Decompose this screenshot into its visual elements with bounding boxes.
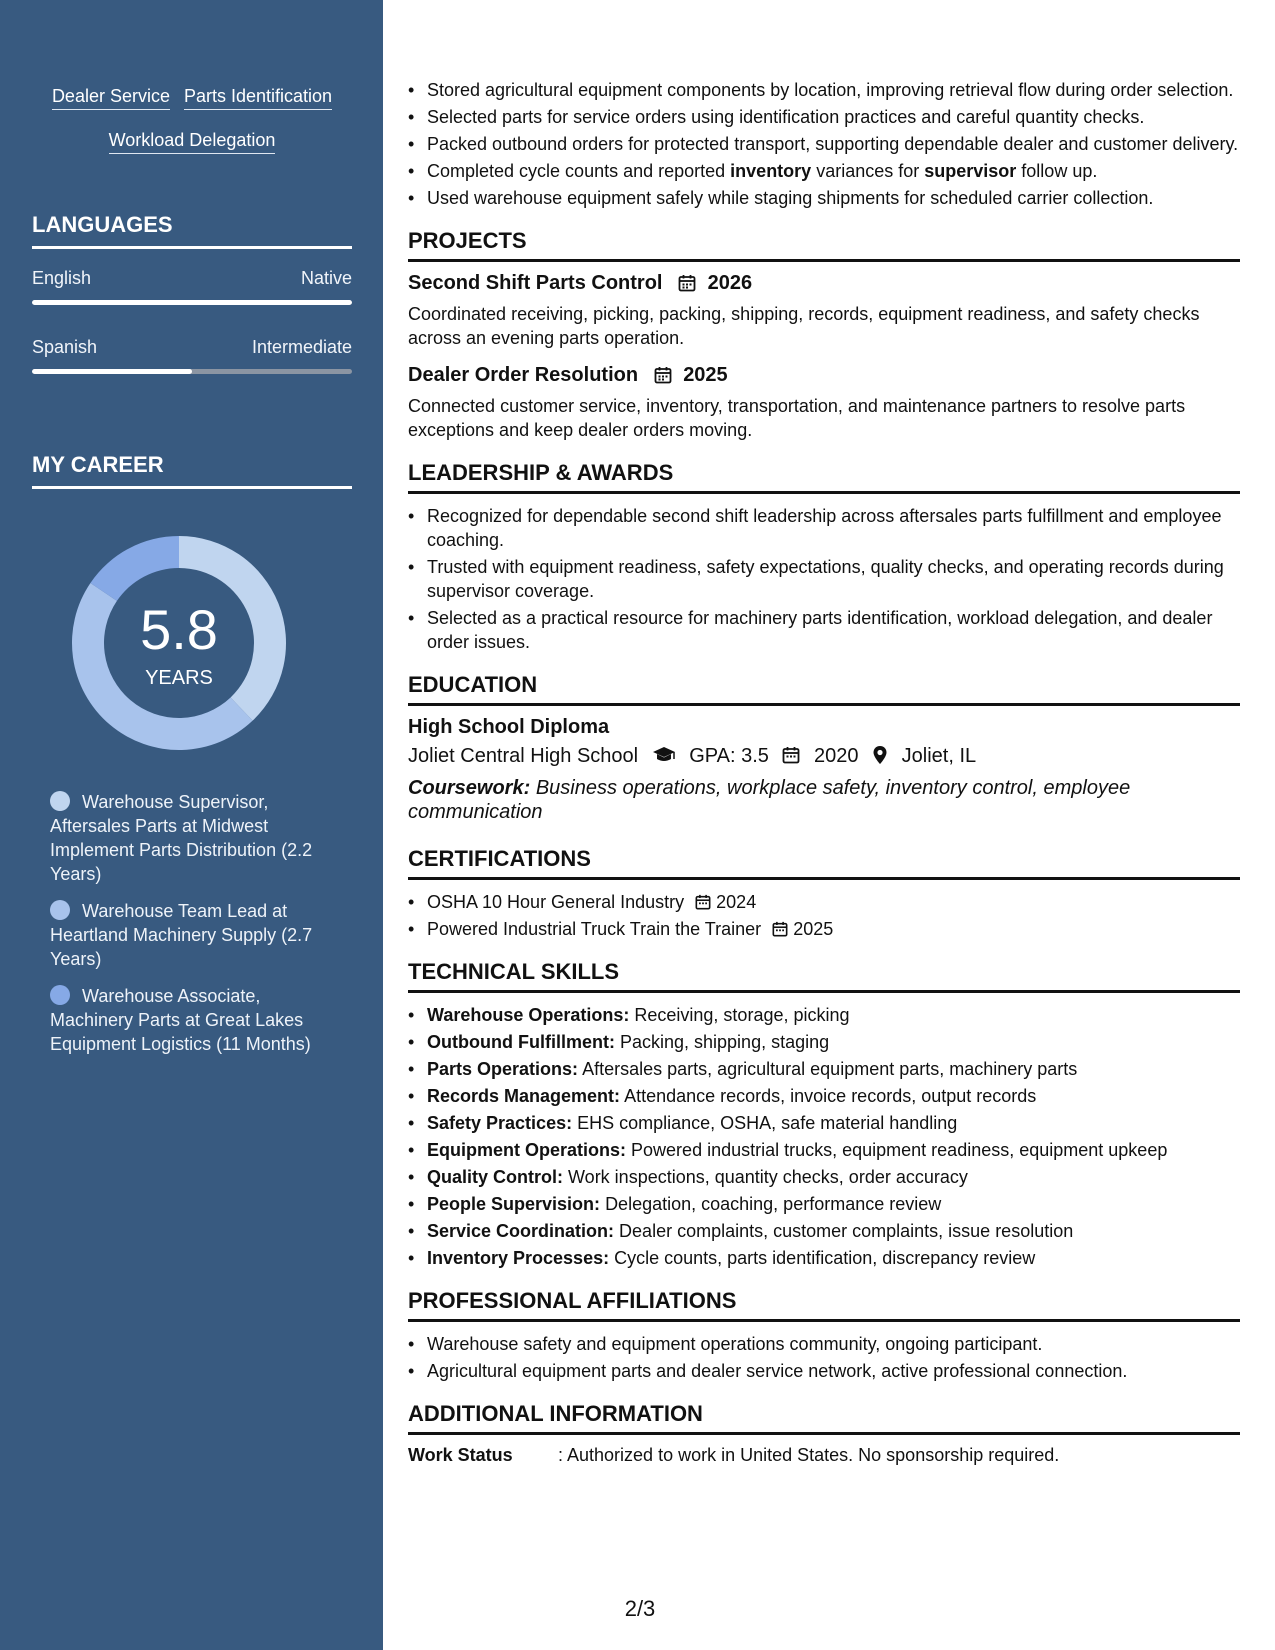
education-gpa: GPA: 3.5 — [689, 745, 769, 767]
technical-skill-value: Attendance records, invoice records, output records — [624, 1086, 1037, 1106]
technical-skill-item — [408, 1138, 1240, 1162]
certifications-list — [408, 890, 1240, 941]
certification-year: 2025 — [793, 919, 834, 939]
career-donut-center — [66, 530, 292, 756]
experience-bullet: • Selected parts for service orders using identification practices and careful quantity checks. — [408, 105, 1240, 129]
technical-skill-value: Work inspections, quantity checks, order accuracy — [568, 1167, 968, 1187]
leadership-heading: LEADERSHIP & AWARDS — [408, 460, 1240, 494]
technical-skill-label: Quality Control: — [427, 1167, 563, 1187]
affiliation-item: • Warehouse safety and equipment operations community, ongoing participant. — [408, 1332, 1240, 1356]
language-bar-spanish — [32, 369, 352, 374]
education-heading: EDUCATION — [408, 672, 1240, 706]
project-description: Coordinated receiving, picking, packing, shipping, records, equipment readiness, and safety checks across an evening parts operation. — [408, 304, 1200, 348]
calendar-icon — [654, 366, 672, 390]
project-name: Dealer Order Resolution — [408, 364, 639, 386]
technical-skill-label: Warehouse Operations: — [427, 1005, 630, 1025]
sidebar — [0, 0, 383, 1650]
technical-skill-item — [408, 1192, 1240, 1216]
technical-skill-item — [408, 1219, 1240, 1243]
leadership-list — [408, 504, 1240, 654]
calendar-icon — [782, 745, 800, 767]
technical-skill-label: Outbound Fulfillment: — [427, 1032, 615, 1052]
technical-skill-value: Powered industrial trucks, equipment readiness, equipment upkeep — [631, 1140, 1168, 1160]
technical-skill-value: EHS compliance, OSHA, safe material handling — [577, 1113, 958, 1133]
affiliation-item: • Agricultural equipment parts and dealer service network, active professional connection. — [408, 1359, 1240, 1383]
certification-item — [408, 890, 1240, 914]
language-level: Intermediate — [251, 337, 352, 357]
language-level: Native — [300, 268, 352, 288]
technical-skill-item — [408, 1057, 1240, 1081]
career-item-text: Warehouse Associate, Machinery Parts at Great Lakes Equipment Logistics (11 Months) — [50, 986, 311, 1054]
career-heading: MY CAREER — [32, 452, 352, 489]
technical-skill-label: Records Management: — [427, 1086, 621, 1106]
career-legend-dot — [50, 900, 70, 920]
career-item — [50, 899, 340, 971]
career-item-text: Warehouse Supervisor, Aftersales Parts at Midwest Implement Parts Distribution (2.2 Years) — [50, 792, 313, 884]
project-title — [408, 364, 1240, 390]
work-status-value: : Authorized to work in United States. No sponsorship required. — [558, 1445, 1060, 1465]
language-row-english — [32, 268, 352, 289]
technical-skill-label: Parts Operations: — [427, 1059, 579, 1079]
education-coursework — [408, 776, 1240, 824]
language-bar-fill — [32, 300, 352, 305]
experience-bullet: • Stored agricultural equipment components by location, improving retrieval flow during order selection. — [408, 78, 1240, 102]
technical-skill-label: Inventory Processes: — [427, 1248, 610, 1268]
project-year: 2025 — [683, 364, 728, 386]
certifications-heading: CERTIFICATIONS — [408, 846, 1240, 880]
language-name: English — [32, 268, 92, 288]
technical-skill-value: Receiving, storage, picking — [634, 1005, 850, 1025]
leadership-item: • Selected as a practical resource for machinery parts identification, workload delegation, and dealer order issues. — [408, 606, 1240, 654]
page-number: 2/3 — [624, 1596, 656, 1621]
technical-skill-item — [408, 1165, 1240, 1189]
calendar-icon — [695, 892, 711, 912]
skill-link-parts-identification[interactable]: Parts Identification — [184, 86, 332, 110]
certification-name: OSHA 10 Hour General Industry — [427, 892, 685, 912]
skill-link-dealer-service[interactable]: Dealer Service — [52, 86, 170, 110]
career-item — [50, 790, 340, 886]
career-total-years: 5.8 — [140, 598, 218, 661]
technical-skill-label: Equipment Operations: — [427, 1140, 627, 1160]
certification-name: Powered Industrial Truck Train the Trainer — [427, 919, 762, 939]
calendar-icon — [678, 274, 696, 298]
technical-skill-label: Safety Practices: — [427, 1113, 573, 1133]
project-year: 2026 — [707, 272, 753, 294]
career-item — [50, 984, 340, 1056]
technical-skill-item — [408, 1246, 1240, 1270]
calendar-icon — [772, 919, 788, 939]
career-item-text: Warehouse Team Lead at Heartland Machinery Supply (2.7 Years) — [50, 901, 313, 969]
education-degree: High School Diploma — [408, 716, 610, 738]
coursework-text: Business operations, workplace safety, inventory control, employee communication — [408, 777, 1131, 823]
languages-heading: LANGUAGES — [32, 212, 352, 249]
career-list — [50, 790, 340, 1069]
skill-links — [32, 86, 352, 174]
experience-bullet: • Packed outbound orders for protected transport, supporting dependable dealer and customer delivery. — [408, 132, 1240, 156]
technical-skill-value: Cycle counts, parts identification, discrepancy review — [614, 1248, 1036, 1268]
language-bar-fill — [32, 369, 192, 374]
education-details — [408, 745, 1240, 768]
language-bar-english — [32, 300, 352, 305]
project-name: Second Shift Parts Control — [408, 272, 663, 294]
main-content — [408, 78, 1240, 1466]
project-description: Connected customer service, inventory, transportation, and maintenance partners to resolve parts exceptions and keep dealer orders moving. — [408, 396, 1186, 440]
leadership-item: • Recognized for dependable second shift leadership across aftersales parts fulfillment and employee coaching. — [408, 504, 1240, 552]
language-row-spanish — [32, 337, 352, 358]
technical-skill-item — [408, 1111, 1240, 1135]
education-school: Joliet Central High School — [408, 745, 639, 767]
projects-heading: PROJECTS — [408, 228, 1240, 262]
career-legend-dot — [50, 985, 70, 1005]
technical-skill-label: People Supervision: — [427, 1194, 601, 1214]
work-status-row — [408, 1445, 1240, 1466]
technical-skill-value: Delegation, coaching, performance review — [605, 1194, 942, 1214]
education-location: Joliet, IL — [901, 745, 977, 767]
experience-bullet: • Used warehouse equipment safely while staging shipments for scheduled carrier collection. — [408, 186, 1240, 210]
skill-link-workload-delegation[interactable]: Workload Delegation — [109, 130, 276, 154]
project-title — [408, 272, 1240, 298]
certification-year: 2024 — [716, 892, 757, 912]
technical-skill-item — [408, 1084, 1240, 1108]
career-total-unit: YEARS — [145, 667, 213, 689]
experience-bullets — [408, 78, 1240, 210]
experience-bullet: • Completed cycle counts and reported inventory variances for supervisor follow up. — [408, 159, 1240, 183]
coursework-label: Coursework: — [408, 777, 531, 799]
technical-skills-heading: TECHNICAL SKILLS — [408, 959, 1240, 993]
technical-skill-value: Dealer complaints, customer complaints, issue resolution — [619, 1221, 1074, 1241]
certification-item — [408, 917, 1240, 941]
language-name: Spanish — [32, 337, 98, 357]
graduation-cap-icon — [652, 745, 676, 767]
additional-info-heading: ADDITIONAL INFORMATION — [408, 1401, 1240, 1435]
affiliations-list — [408, 1332, 1240, 1383]
education-year: 2020 — [814, 745, 859, 767]
technical-skill-value: Aftersales parts, agricultural equipment parts, machinery parts — [582, 1059, 1078, 1079]
location-pin-icon — [872, 745, 888, 767]
leadership-item: • Trusted with equipment readiness, safety expectations, quality checks, and operating records during supervisor coverage. — [408, 555, 1240, 603]
work-status-label: Work Status — [408, 1445, 513, 1465]
career-legend-dot — [50, 791, 70, 811]
technical-skill-label: Service Coordination: — [427, 1221, 615, 1241]
affiliations-heading: PROFESSIONAL AFFILIATIONS — [408, 1288, 1240, 1322]
technical-skills-list — [408, 1003, 1240, 1270]
technical-skill-value: Packing, shipping, staging — [619, 1032, 830, 1052]
technical-skill-item — [408, 1003, 1240, 1027]
technical-skill-item — [408, 1030, 1240, 1054]
